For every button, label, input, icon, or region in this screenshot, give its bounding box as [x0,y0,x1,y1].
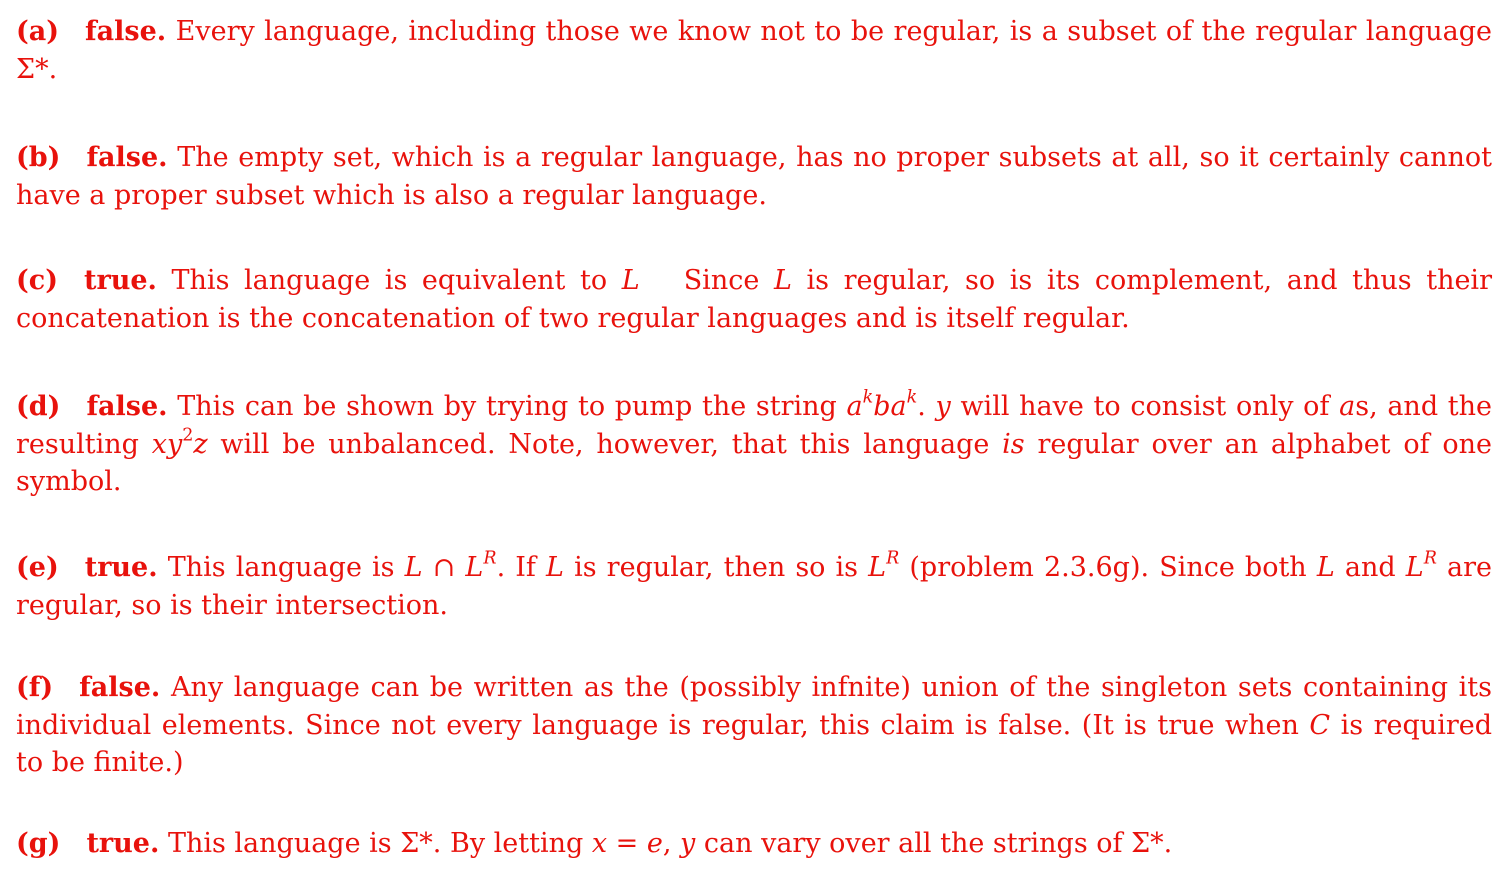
answer-verdict: false. [86,391,168,422]
math-symbol: a [1339,391,1356,422]
answer-text: is regular, then so is [563,552,869,583]
math-superscript: R [886,548,900,569]
math-symbol: L [868,552,887,583]
math-symbol: C [1309,709,1331,741]
math-symbol: a [846,391,863,422]
math-symbol: L [773,265,792,296]
answer-text: is regular, so is its complement, and thus their concatenation is the concatenation of two regular languages and is itself regular. [16,265,1492,334]
math-symbol: x [591,828,608,859]
answer-verdict: true. [86,828,160,859]
answer-label: (a) [16,16,60,47]
math-symbol: L [404,552,423,583]
answer-text: , [662,828,681,859]
answer-verdict: true. [84,265,157,296]
answer-text: will be unbalanced. Note, however, that this language [207,428,1003,460]
answer-label: (c) [16,265,58,296]
answer-g [16,825,1492,863]
answer-f [16,669,1492,782]
answer-text: are regular, so is their intersection. [16,552,1492,621]
answer-text: and [1334,552,1406,583]
math-symbol: z [193,428,208,460]
math-symbol: ba [873,391,907,422]
answer-e [16,549,1492,624]
answer-text: can vary over all the strings of Σ*. [695,828,1173,859]
math-symbol: e [646,828,663,859]
answer-text: This language is equivalent to [171,265,622,296]
math-symbol: y [680,828,696,859]
answer-text: s, and the resulting [16,391,1493,460]
answer-text: The empty set, which is a regular language, has no proper subsets at all, so it certainly cannot have a proper subset which is also a regular language. [16,142,1492,211]
answer-text: is required to be finite.) [16,709,1492,778]
answer-text: This language is Σ*. By letting [167,828,592,859]
answer-text: This can be shown by trying to pump the string [177,391,847,422]
answer-label: (g) [16,828,61,859]
math-superscript: k [906,387,918,408]
math-symbol: L [465,552,484,583]
answer-verdict: false. [79,672,161,703]
math-symbol: L [621,265,640,296]
answer-b [16,139,1492,214]
math-superscript: 2 [182,425,194,446]
math-symbol: L [1316,552,1335,583]
answer-text: regular over an alphabet of one symbol. [16,428,1492,497]
answer-text: Any language can be written as the (possibly infnite) union of the singleton sets containing its individual elements. Since not every language is regular, this claim is false. (It is true when [16,672,1492,741]
answer-text: (problem 2.3.6g). Since both [899,552,1317,583]
answer-c [16,262,1492,337]
math-symbol: y [935,391,951,422]
answer-d [16,388,1492,501]
emphasis: is [1002,428,1025,460]
math-symbol: L [546,552,564,583]
answer-text: . [917,391,936,422]
answer-text: Every language, including those we know not to be regular, is a subset of the regular language Σ*. [16,16,1492,85]
math-operator: = [607,828,647,859]
answer-a [16,13,1492,88]
math-superscript: k [862,387,874,408]
answer-text: . If [496,552,547,583]
answer-text: This language is [167,552,405,583]
answer-text: Since [683,265,774,296]
answer-label: (b) [16,142,61,173]
answer-label: (d) [16,391,61,422]
math-superscript: R [1423,548,1437,569]
math-superscript: R [483,548,497,569]
answer-text: will have to consist only of [950,391,1340,422]
answer-label: (f) [16,672,54,703]
answer-verdict: false. [86,142,168,173]
answer-verdict: false. [85,16,167,47]
answer-verdict: true. [84,552,158,583]
answer-label: (e) [16,552,59,583]
math-symbol: L [1405,552,1424,583]
math-symbol: xy [151,428,183,460]
math-operator: ∩ [422,552,466,583]
